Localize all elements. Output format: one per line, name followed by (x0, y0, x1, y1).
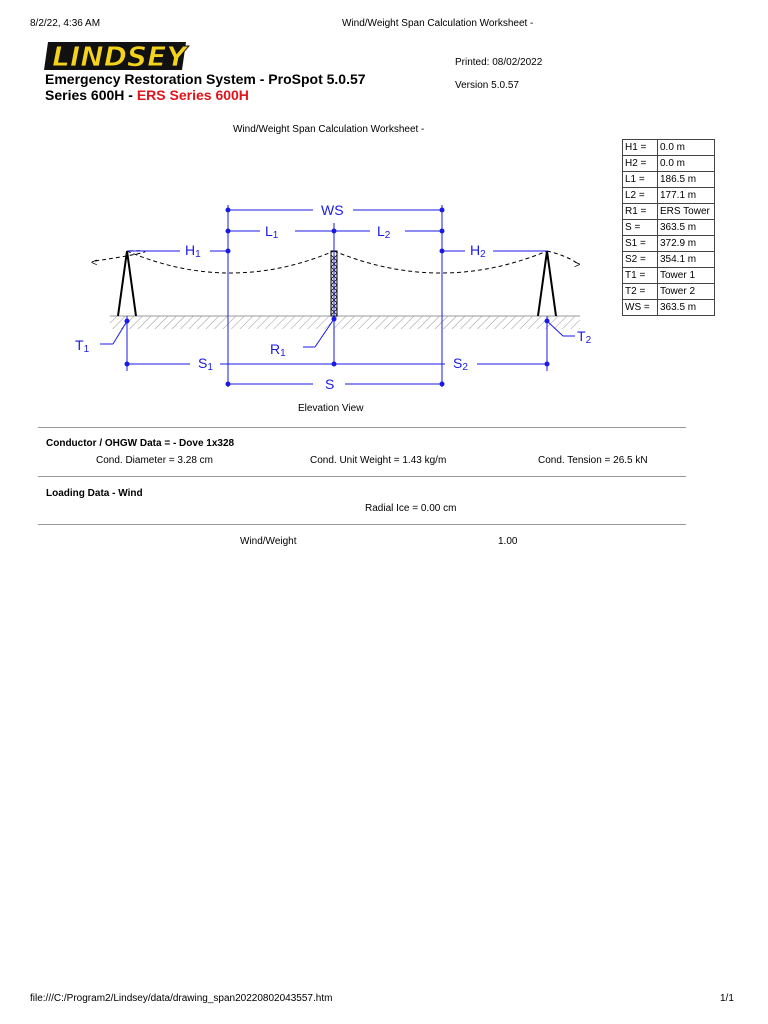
diagram-caption: Elevation View (298, 403, 364, 414)
label-s: S (325, 376, 335, 392)
tower-1 (118, 251, 136, 316)
param-value: 0.0 m (658, 156, 715, 172)
param-key: WS = (623, 300, 658, 316)
version: Version 5.0.57 (455, 80, 519, 91)
param-row (623, 220, 715, 236)
param-row (623, 268, 715, 284)
param-value: ERS Tower (658, 204, 715, 220)
param-key: S2 = (623, 252, 658, 268)
label-t2: T2 (577, 328, 592, 346)
cond-tension: Cond. Tension = 26.5 kN (538, 455, 648, 466)
param-row (623, 172, 715, 188)
footer-page: 1/1 (720, 993, 734, 1004)
divider (38, 427, 686, 428)
param-key: T2 = (623, 284, 658, 300)
series-red: ERS Series 600H (136, 87, 249, 103)
arrow-right: > (574, 259, 581, 271)
param-row (623, 252, 715, 268)
ground-hatch (110, 316, 580, 329)
param-row (623, 140, 715, 156)
param-value: 363.5 m (658, 220, 715, 236)
param-key: R1 = (623, 204, 658, 220)
conductor-extension-left (95, 251, 145, 261)
conductor-span-1 (127, 251, 334, 273)
param-value: 363.5 m (658, 300, 715, 316)
label-h1: H1 (185, 242, 201, 260)
result-label: Wind/Weight (240, 536, 297, 547)
param-row (623, 156, 715, 172)
param-value: 0.0 m (658, 140, 715, 156)
printed-date: Printed: 08/02/2022 (455, 57, 543, 68)
label-r1: R1 (270, 341, 286, 359)
result-value: 1.00 (498, 536, 518, 547)
arrow-left: < (91, 257, 98, 269)
series-prefix: Series 600H - (45, 87, 137, 103)
param-key: S1 = (623, 236, 658, 252)
logo-text: LINDSEY (52, 40, 187, 73)
param-key: S = (623, 220, 658, 236)
param-value: 177.1 m (658, 188, 715, 204)
label-l1: L1 (265, 223, 279, 241)
label-h2: H2 (470, 242, 486, 260)
cond-unit-weight: Cond. Unit Weight = 1.43 kg/m (310, 455, 447, 466)
divider (38, 524, 686, 525)
param-key: L1 = (623, 172, 658, 188)
radial-ice: Radial Ice = 0.00 cm (365, 503, 457, 514)
param-value: 372.9 m (658, 236, 715, 252)
tower-2 (538, 251, 556, 316)
worksheet-title: Wind/Weight Span Calculation Worksheet - (233, 124, 425, 135)
param-row (623, 284, 715, 300)
lindsey-logo (44, 40, 188, 74)
param-key: T1 = (623, 268, 658, 284)
param-row (623, 204, 715, 220)
conductor-span-2 (334, 251, 547, 273)
param-key: H1 = (623, 140, 658, 156)
series-title (45, 87, 249, 103)
conductor-extension-right (547, 251, 577, 263)
param-key: L2 = (623, 188, 658, 204)
loading-heading: Loading Data - Wind (46, 488, 143, 499)
param-row (623, 236, 715, 252)
label-t1: T1 (75, 337, 90, 355)
parameter-table (622, 139, 715, 316)
system-title: Emergency Restoration System - ProSpot 5.0.57 (45, 71, 366, 87)
footer-path: file:///C:/Program2/Lindsey/data/drawing_span20220802043557.htm (30, 993, 333, 1004)
param-value: 186.5 m (658, 172, 715, 188)
label-l2: L2 (377, 223, 391, 241)
label-s1: S1 (198, 355, 213, 373)
elevation-diagram (75, 195, 605, 400)
divider (38, 476, 686, 477)
param-value: Tower 2 (658, 284, 715, 300)
param-row (623, 188, 715, 204)
param-value: 354.1 m (658, 252, 715, 268)
label-ws: WS (321, 202, 344, 218)
label-s2: S2 (453, 355, 468, 373)
param-row (623, 300, 715, 316)
cond-diameter: Cond. Diameter = 3.28 cm (96, 455, 213, 466)
param-key: H2 = (623, 156, 658, 172)
param-value: Tower 1 (658, 268, 715, 284)
print-datetime: 8/2/22, 4:36 AM (30, 18, 101, 29)
conductor-heading: Conductor / OHGW Data = - Dove 1x328 (46, 438, 235, 449)
print-page-title: Wind/Weight Span Calculation Worksheet - (342, 18, 534, 29)
